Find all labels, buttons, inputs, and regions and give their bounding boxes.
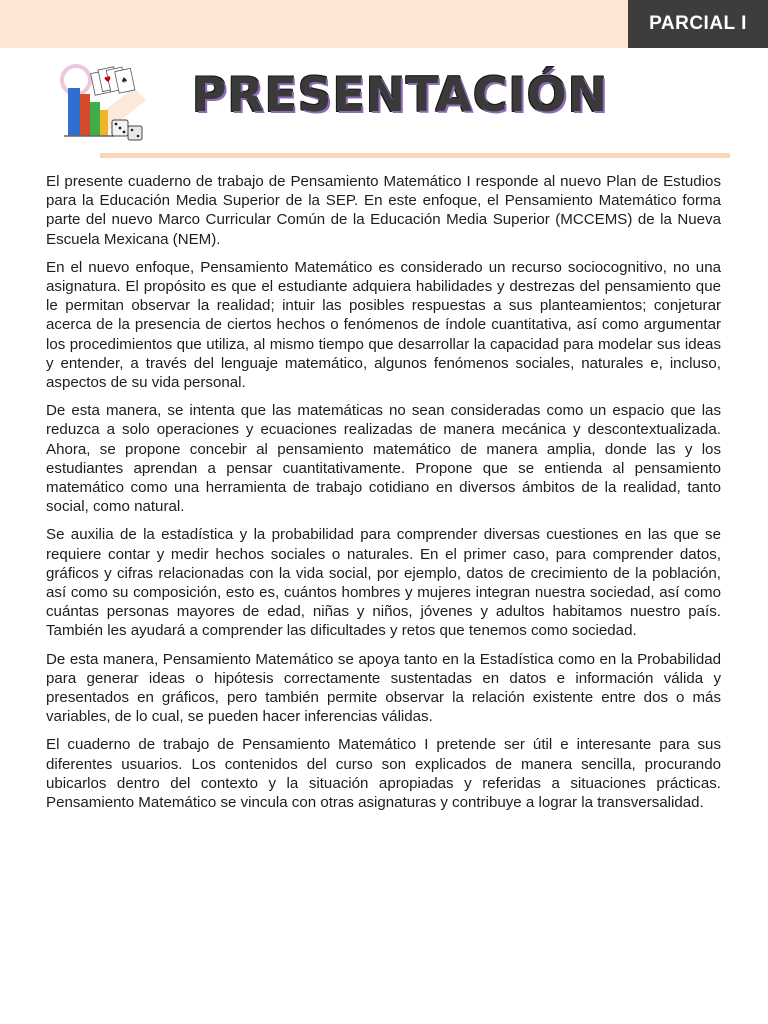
page-title: PRESENTACIÓN (192, 68, 609, 123)
section-tab: PARCIAL I (628, 0, 768, 48)
svg-text:♠: ♠ (119, 75, 129, 86)
title-underline (100, 153, 730, 158)
math-charts-cards-dice-icon (54, 58, 150, 154)
svg-text:♥: ♥ (103, 74, 113, 85)
paragraph: El presente cuaderno de trabajo de Pensamiento Matemático I responde al nuevo Plan de Estudios para la Educación Media Superior de la SEP. En este enfoque, el Pensamiento Matemático forma parte del nuevo Marco Curricular Común de la Educación Media Superior (MCCEMS) de la Nueva Escuela Mexicana (NEM). (46, 173, 721, 248)
paragraph: En el nuevo enfoque, Pensamiento Matemático es considerado un recurso sociocognitivo, no una asignatura. El propósito es que el estudiante adquiera habilidades y destrezas del pensamiento que le permitan observar la realidad; intuir las posibles respuestas a sus planteamientos; conjeturar acerca de la presencia de ciertos hechos o fenómenos de índole cuantitativa, así como argumentar los procedimientos que utiliza, al mismo tiempo que desarrollar la capacidad para modelar sus ideas y entender, a través del lenguaje matemático, algunos fenómenos sociales, naturales e, incluso, aspectos de su vida personal. (46, 258, 721, 392)
paragraph: De esta manera, Pensamiento Matemático se apoya tanto en la Estadística como en la Probabilidad para generar ideas o hipótesis correctamente sustentadas en datos e información válida y presentados en gráficos, pero también permite observar la relación existente entre dos o más variables, de lo cual, se pueden hacer inferencias válidas. (46, 650, 721, 726)
paragraph: De esta manera, se intenta que las matemáticas no sean consideradas como un espacio que las reduzca a solo operaciones y ecuaciones realizadas de manera mecánica y descontextualizada. Ahora, se propone concebir al pensamiento matemático de manera amplia, donde las y los estudiantes aprendan a pensar cuantitativamente. Propone que se entienda al pensamiento matemático como una herramienta de trabajo cotidiano en diversos ámbitos de la realidad, tanto social, como natural. (46, 402, 721, 516)
paragraph: El cuaderno de trabajo de Pensamiento Matemático I pretende ser útil e interesante para sus diferentes usuarios. Los contenidos del curso son explicados de manera sencilla, procurando ubicarlos dentro del contexto y la situación apropiadas y referidas a situaciones prácticas. Pensamiento Matemático se vincula con otras asignaturas y contribuye a lograr la transversalidad. (46, 736, 721, 812)
paragraph: Se auxilia de la estadística y la probabilidad para comprender diversas cuestiones en las que se requiere contar y medir hechos sociales o naturales. En el primer caso, para comprender datos, gráficos y cifras relacionadas con la vida social, por ejemplo, datos de crecimiento de la población, así como su composición, esto es, cuántos hombres y mujeres integran nuestra sociedad, así como cuántas personas mayores de edad, niñas y niños, jóvenes y adultos habitamos nuestro país. También les ayudará a comprender las dificultades y retos que tenemos como sociedad. (46, 526, 721, 640)
body-text (46, 172, 721, 821)
